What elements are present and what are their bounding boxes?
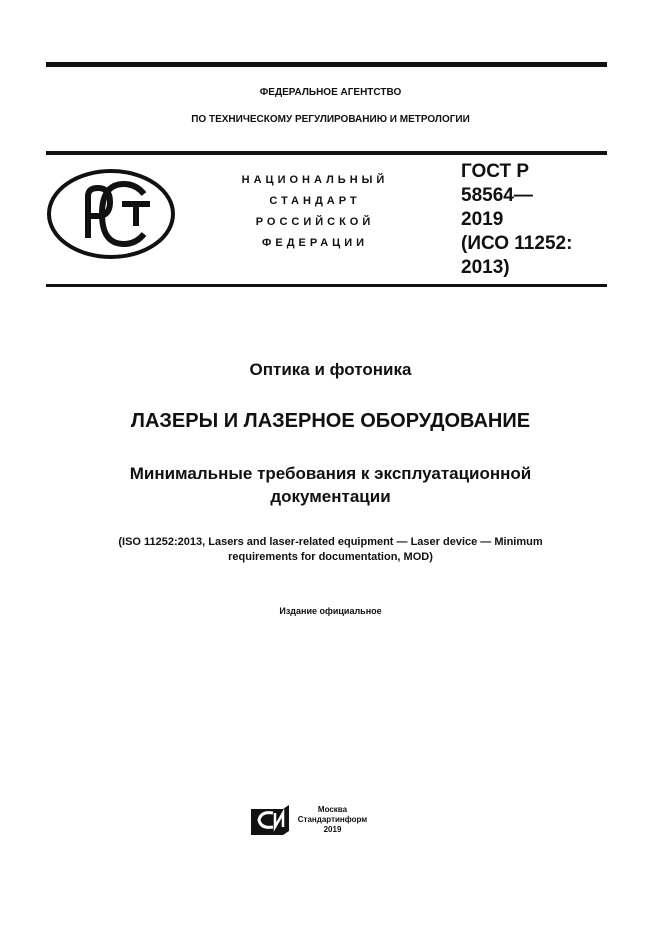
header-bottom-rule bbox=[46, 284, 607, 287]
agency-line-2: ПО ТЕХНИЧЕСКОМУ РЕГУЛИРОВАНИЮ И МЕТРОЛОГИИ bbox=[191, 114, 470, 125]
designation-line: ГОСТ Р bbox=[461, 161, 530, 182]
standard-type-line: ФЕДЕРАЦИИ bbox=[261, 237, 369, 249]
document-title: ЛАЗЕРЫ И ЛАЗЕРНОЕ ОБОРУДОВАНИЕ bbox=[130, 410, 531, 432]
iso-reference-line: (ISO 11252:2013, Lasers and laser-related equipment — Laser device — Minimum bbox=[118, 536, 543, 548]
standartinform-logo-icon bbox=[249, 803, 291, 837]
publisher-city: Москва bbox=[317, 805, 348, 814]
topic: Оптика и фотоника bbox=[249, 360, 412, 379]
designation-line: 2019 bbox=[461, 209, 504, 230]
designation-line: 2013) bbox=[461, 257, 510, 278]
standard-type-line: СТАНДАРТ bbox=[269, 195, 361, 207]
rst-logo-icon bbox=[46, 168, 176, 260]
standard-type-line: НАЦИОНАЛЬНЫЙ bbox=[241, 174, 389, 186]
agency-line-1: ФЕДЕРАЛЬНОЕ АГЕНТСТВО bbox=[259, 87, 402, 98]
publisher-name: Стандартинформ bbox=[297, 815, 368, 824]
document-subtitle bbox=[0, 462, 661, 508]
designation-line: (ИСО 11252: bbox=[461, 233, 573, 254]
subtitle-line: документации bbox=[270, 487, 391, 506]
publisher-year: 2019 bbox=[323, 825, 342, 834]
iso-reference bbox=[0, 535, 661, 565]
header-top-rule bbox=[46, 151, 607, 155]
iso-reference-line: requirements for documentation, MOD) bbox=[228, 551, 433, 563]
designation-line: 58564— bbox=[461, 185, 533, 206]
top-rule bbox=[46, 62, 607, 67]
edition-note: Издание официальное bbox=[279, 606, 382, 616]
standard-designation bbox=[461, 160, 572, 280]
standard-type bbox=[215, 170, 415, 254]
publisher-info bbox=[295, 805, 370, 835]
subtitle-line: Минимальные требования к эксплуатационной bbox=[129, 464, 532, 483]
standard-type-line: РОССИЙСКОЙ bbox=[255, 216, 375, 228]
